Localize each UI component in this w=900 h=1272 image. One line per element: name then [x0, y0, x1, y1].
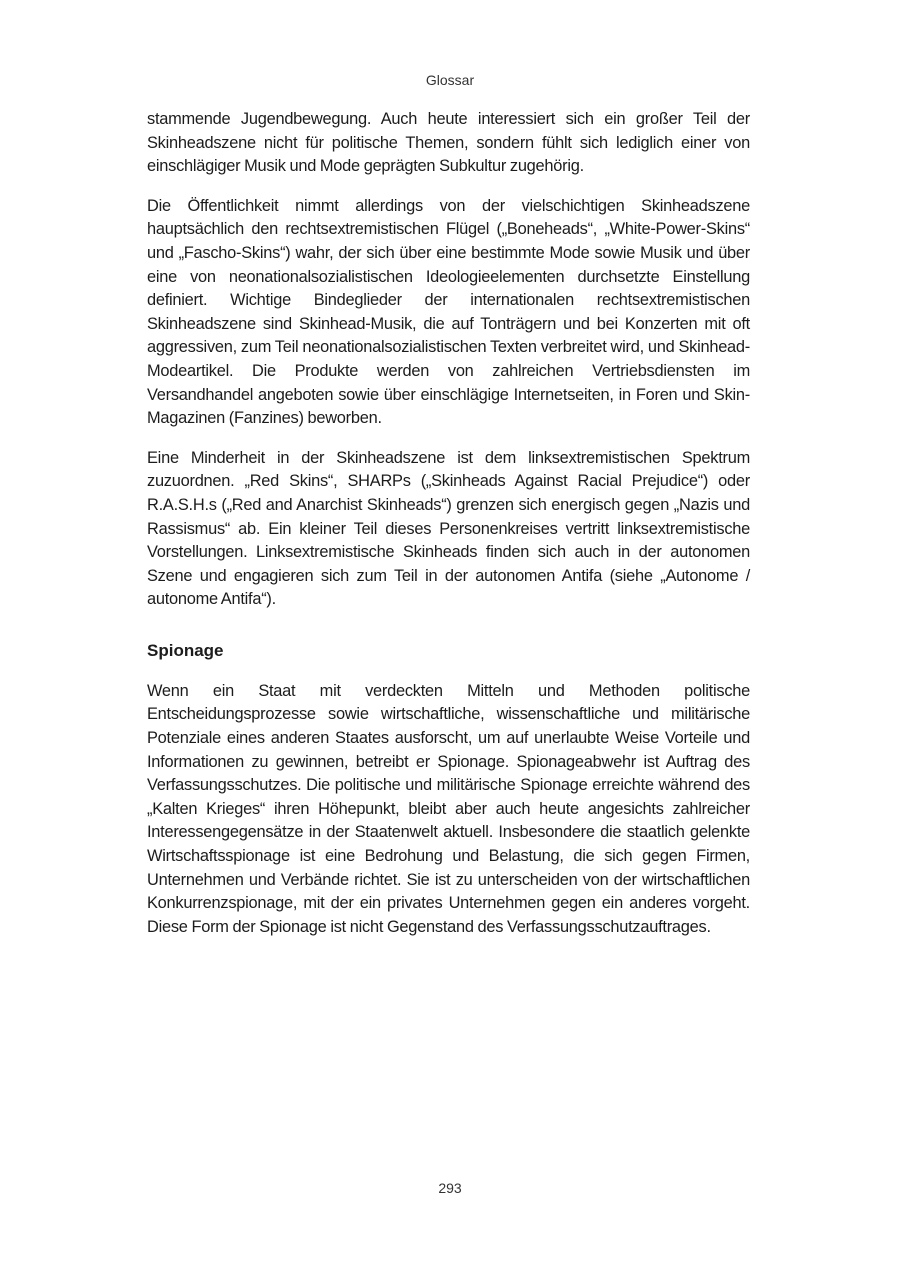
page-body — [147, 108, 750, 955]
paragraph-skinhead-right-wing: Die Öffentlichkeit nimmt allerdings von der vielschichtigen Skinheadszene hauptsächlich den rechtsextremistischen Flügel („Boneheads“, „White-Power-Skins“ und „Fascho-Skins“) wahr, der sich über eine bestimmte Mode sowie Musik und über eine von neonationalsozialistischen Ideologieelementen durchsetzte Einstellung definiert. Wichtige Bindeglieder der internationalen rechtsextremistischen Skinheadszene sind Skinhead-Musik, die auf Tonträgern und bei Konzerten mit oft aggressiven, zum Teil neonationalsozialistischen Texten verbreitet wird, und Skinhead-Modeartikel. Die Produkte werden von zahlreichen Vertriebsdiensten im Versandhandel angeboten sowie über einschlägige Internetseiten, in Foren und Skin-Magazinen (Fanzines) beworben. — [147, 196, 750, 428]
paragraph-skinhead-continuation: stammende Jugendbewegung. Auch heute interessiert sich ein großer Teil der Skinheadszene nicht für politische Themen, sondern fühlt sich lediglich einer von einschlägiger Musik und Mode geprägten Subkultur zugehörig. — [147, 110, 750, 176]
section-heading-spionage: Spionage — [147, 640, 224, 660]
page-number: 293 — [438, 1180, 462, 1196]
paragraph-spionage: Wenn ein Staat mit verdeckten Mitteln und Methoden politische Entscheidungsprozesse sowie wirtschaftliche, wissenschaftliche und militärische Potenziale eines anderen Staates ausforscht, um auf unerlaubte Weise Vorteile und Informationen zu gewinnen, betreibt er Spionage. Spionageabwehr ist Auftrag des Verfassungsschutzes. Die politische und militärische Spionage erreichte während des „Kalten Krieges“ ihren Höhepunkt, bleibt aber auch heute angesichts zahlreicher Interessengegensätze in der Staatenwelt aktuell. Insbesondere die staatlich gelenkte Wirtschaftsspionage ist eine Bedrohung und Belastung, die sich gegen Firmen, Unternehmen und Verbände richtet. Sie ist zu unterscheiden von der wirtschaftlichen Konkurrenzspionage, mit der ein privates Unternehmen gegen ein anderes vorgeht. Diese Form der Spionage ist nicht Gegenstand des Verfassungsschutzauftrages. — [147, 681, 750, 936]
paragraph-skinhead-left-wing: Eine Minderheit in der Skinheadszene ist dem linksextremistischen Spektrum zuzuordnen. „Red Skins“, SHARPs („Skinheads Against Racial Prejudice“) oder R.A.S.H.s („Red and Anarchist Skinheads“) grenzen sich energisch gegen „Nazis und Rassismus“ ab. Ein kleiner Teil dieses Personenkreises vertritt linksextremistische Vorstellungen. Linksextremistische Skinheads finden sich auch in der autonomen Szene und engagieren sich zum Teil in der autonomen Antifa (siehe „Autonome / autonome Antifa“). — [147, 448, 750, 609]
running-header: Glossar — [425, 72, 475, 88]
